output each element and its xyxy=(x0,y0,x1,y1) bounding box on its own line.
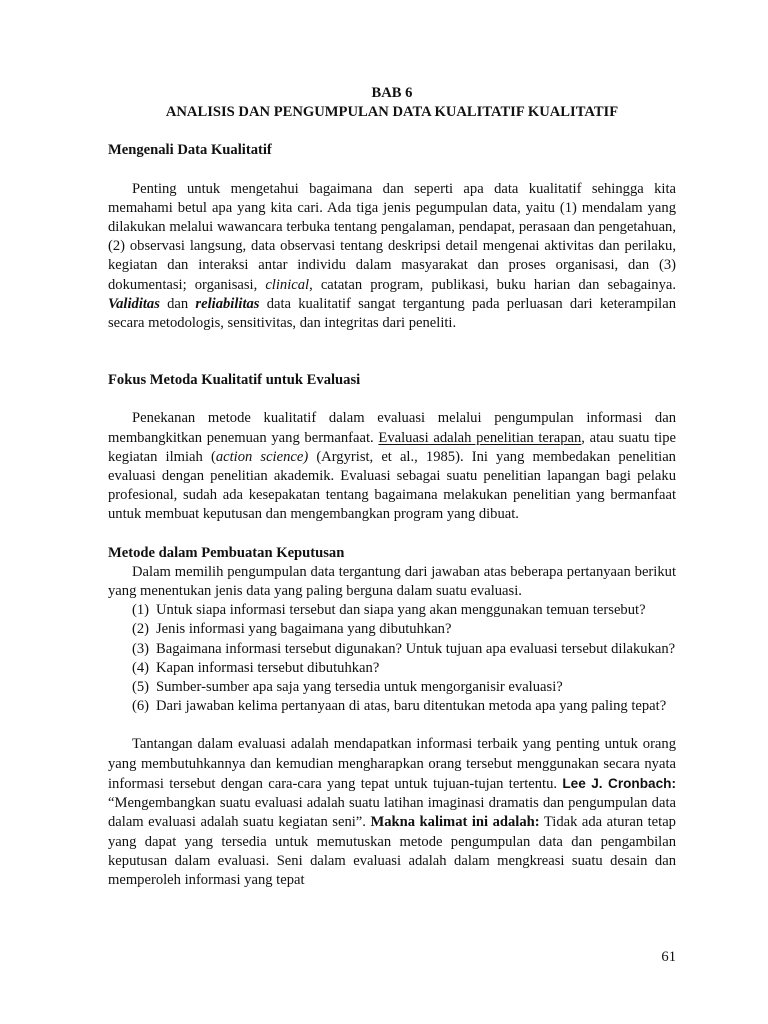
paragraph-fokus-metoda xyxy=(108,409,676,524)
text-run: dan xyxy=(159,295,196,312)
list-item xyxy=(108,678,676,697)
chapter-label: BAB 6 xyxy=(371,85,413,101)
list-text: Untuk siapa informasi tersebut dan siapa yang akan menggunakan temuan tersebut? xyxy=(156,602,646,619)
list-text: Dari jawaban kelima pertanyaan di atas, baru ditentukan metoda apa yang paling tepat? xyxy=(156,698,667,715)
list-number: (6) xyxy=(132,698,150,715)
list-number: (4) xyxy=(132,659,150,676)
text-run: Penekanan metode kualitatif dalam evaluasi melalui pengumpulan informasi dan membangkitkan penemuan yang bermanfaat. xyxy=(108,410,676,446)
paragraph-tantangan xyxy=(108,735,676,890)
text-bold: Makna kalimat ini adalah: xyxy=(370,814,540,831)
text-run: data kualitatif sangat tergantung pada perluasan dari keterampilan secara metodologis, sensitivitas, dan integritas dari peneliti. xyxy=(108,295,676,332)
text-underlined: Evaluasi adalah penelitian terapan xyxy=(378,429,582,446)
list-number: (5) xyxy=(132,679,150,696)
text-bold-italic: reliabilitas xyxy=(195,295,260,312)
list-number: (3) xyxy=(132,640,150,657)
text-bold-italic: Validitas xyxy=(108,295,160,312)
list-text: Bagaimana informasi tersebut digunakan? Untuk tujuan apa evaluasi tersebut dilakukan? xyxy=(156,640,676,657)
chapter-title: ANALISIS DAN PENGUMPULAN DATA KUALITATIF KUALITATIF xyxy=(165,104,619,121)
quote-author: Lee J. Cronbach: xyxy=(562,775,676,791)
text-run: Tidak ada aturan tetap yang dapat yang tersedia untuk memutuskan metode pengumpulan data dan pengambilan keputusan dalam evaluasi. Seni dalam evaluasi adalah dalam mengkreasi suatu desain dan memperoleh informasi yang tepat xyxy=(108,814,676,888)
list-item xyxy=(108,697,676,716)
list-item xyxy=(108,601,676,620)
text-run: (Argyrist, et al., 1985). Ini yang membedakan penelitian evaluasi dengan penelitian akademik. Evaluasi sebagai suatu penelitian lapangan bagi pelaku profesional, sudah ada kesepakatan tentang bagaimana melakukan penelitian yang bermanfaat untuk membuat keputusan dan mengembangkan program yang dibuat. xyxy=(108,448,676,523)
quote-text: “Mengembangkan suatu evaluasi adalah suatu latihan imaginasi dramatis dan pengumpulan data dalam evaluasi adalah suatu kegiatan seni”. xyxy=(108,795,676,831)
text-italic: action science) xyxy=(215,448,309,465)
list-item xyxy=(108,640,676,659)
list-text: Kapan informasi tersebut dibutuhkan? xyxy=(156,659,380,676)
section-heading-metode-keputusan: Metode dalam Pembuatan Keputusan xyxy=(108,544,345,561)
text-run: Penting untuk mengetahui bagaimana dan seperti apa data kualitatif sehingga kita memahami betul apa yang kita cari. Ada tiga jenis pegumpulan data, yaitu (1) mendalam yang dilakukan melalui wawancara terbuka tentang pengalaman, pendapat, perasaan dan pengetahuan, (2) observasi langsung, data observasi tentang deskripsi detail mengenai aktivitas dan perilaku, kegiatan dan interaksi antar individu dalam masyarakat dan proses organisasi, dan (3) dokumentasi; organisasi, xyxy=(108,180,676,293)
text-italic: clinical xyxy=(265,276,310,293)
list-text: Sumber-sumber apa saja yang tersedia untuk mengorganisir evaluasi? xyxy=(156,679,563,696)
text-run: , atau suatu tipe kegiatan ilmiah ( xyxy=(108,429,677,465)
paragraph-data-kualitatif xyxy=(108,180,676,334)
text-run: Tantangan dalam evaluasi adalah mendapatkan informasi terbaik yang penting untuk orang yang membutuhkannya dan kemudian mengharapkan orang tersebut menggunakan secara nyata informasi tersebut dengan cara-cara yang tepat untuk tujuan-tujan tertentu. xyxy=(108,736,676,792)
section-heading-fokus-metoda: Fokus Metoda Kualitatif untuk Evaluasi xyxy=(108,372,361,389)
page-content xyxy=(108,84,676,890)
paragraph-metode-intro: Dalam memilih pengumpulan data tergantung dari jawaban atas beberapa pertanyaan berikut yang menentukan jenis data yang paling berguna dalam suatu evaluasi. xyxy=(108,563,676,600)
page-number: 61 xyxy=(661,949,676,965)
section-heading-data-kualitatif: Mengenali Data Kualitatif xyxy=(108,142,272,159)
list-item xyxy=(108,620,676,639)
list-text: Jenis informasi yang bagaimana yang dibutuhkan? xyxy=(156,621,452,638)
text-run: , catatan program, publikasi, buku harian dan sebagainya. xyxy=(309,276,676,293)
list-number: (2) xyxy=(132,621,150,638)
question-list xyxy=(108,601,676,716)
list-number: (1) xyxy=(132,602,150,619)
list-item xyxy=(108,659,676,678)
